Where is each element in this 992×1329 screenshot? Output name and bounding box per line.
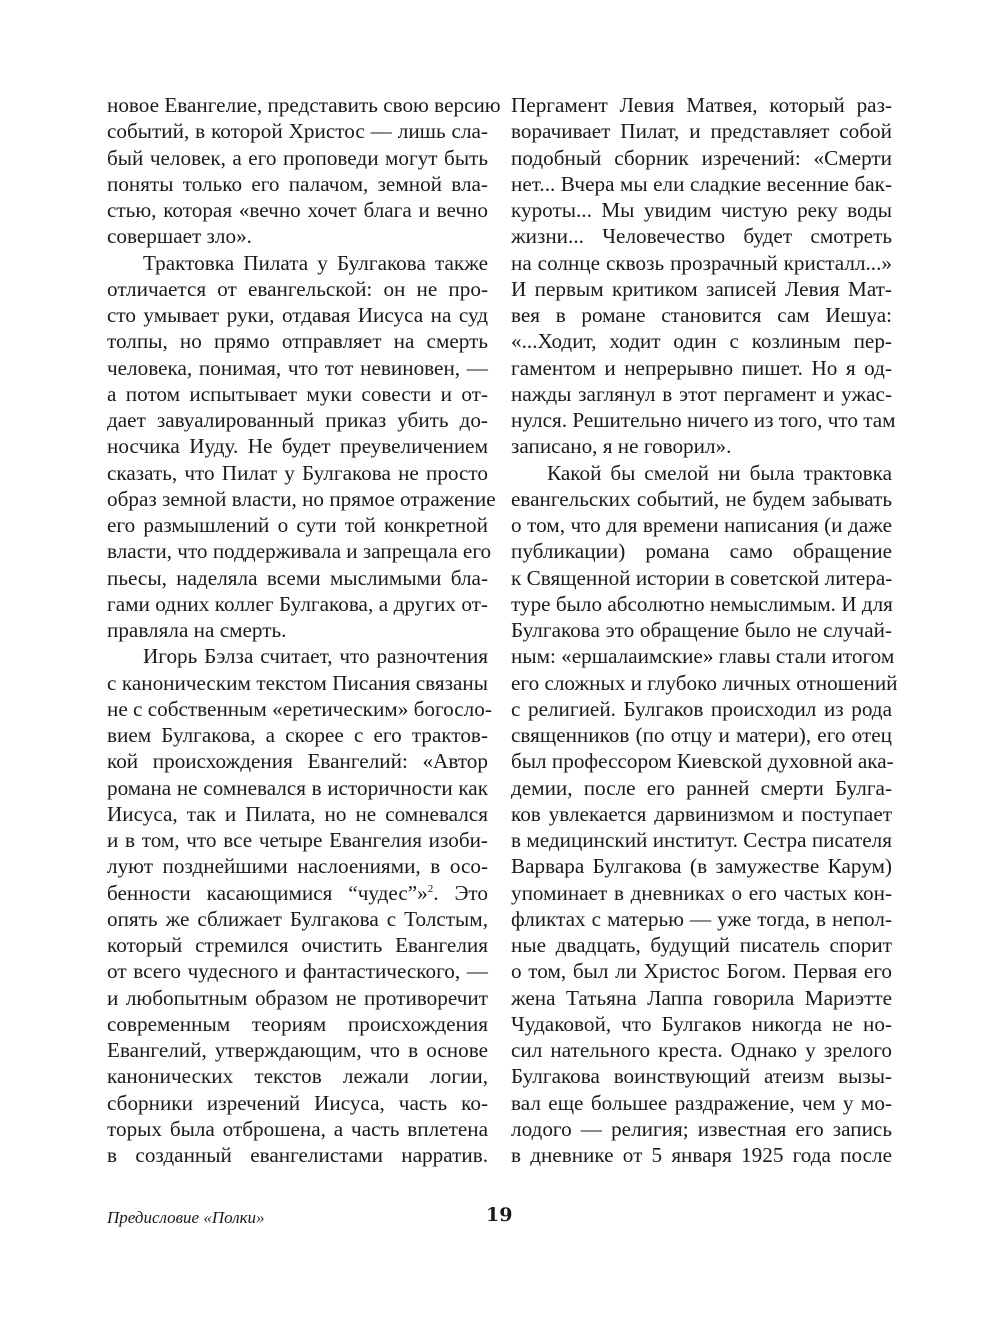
text-line: образ земной власти, но прямое отражение xyxy=(107,486,496,511)
text-line: поняты только его палачом, земной вла- xyxy=(107,171,488,196)
text-line: нулся. Решительно ничего из того, что там xyxy=(511,408,896,432)
text-line: сборники изречений Иисуса, часть ко- xyxy=(107,1090,488,1115)
text-line: вея в романе становится сам Иешуа: xyxy=(511,303,892,327)
text-line: современным теориям происхождения xyxy=(107,1011,488,1036)
text-line: священников (по отцу и матери), его отец xyxy=(511,723,892,747)
text-line: опять же сближает Булгакова с Толстым, xyxy=(107,906,488,931)
text-line: Какой бы смелой ни была трактовка xyxy=(547,460,892,485)
text-line: демии, после его ранней смерти Булга- xyxy=(511,775,892,800)
text-line: евангельских событий, не будем забывать xyxy=(511,486,892,511)
text-line: его сложных и глубоко личных отношений xyxy=(511,670,898,695)
text-line: жизни... Человечество будет смотреть xyxy=(511,224,892,249)
text-line: правляла на смерть. xyxy=(107,618,287,642)
text-line: на солнце сквозь прозрачный кристалл...» xyxy=(511,250,892,275)
text-line: совершает зло». xyxy=(107,224,252,249)
text-line: и в том, что все четыре Евангелия изоби- xyxy=(107,828,488,852)
text-line: от всего чудесного и фантастического, — xyxy=(107,959,488,984)
text-line: И первым критиком записей Левия Мат- xyxy=(511,276,892,301)
text-line: Трактовка Пилата у Булгакова также xyxy=(143,250,488,275)
text-line: отличается от евангельской: он не про- xyxy=(107,276,488,301)
page-number: 19 xyxy=(486,1204,513,1226)
text-line: дает завуалированный приказ убить до- xyxy=(107,408,488,432)
text-line: туре было абсолютно немыслимым. И для xyxy=(511,591,893,616)
text-line: публикации) романа само обращение xyxy=(511,539,892,564)
text-line: событий, в которой Христос — лишь сла- xyxy=(107,119,488,144)
text-line: в созданный евангелистами нарратив. xyxy=(107,1143,488,1167)
text-line: Иисуса, так и Пилата, но не сомневался xyxy=(107,801,488,826)
text-line: лодого — религия; известная его запись xyxy=(511,1116,892,1141)
footnote-marker: 2 xyxy=(427,882,434,895)
text-line: который стремился очистить Евангелия xyxy=(107,933,488,957)
text-line: стью, которая «вечно хочет блага и вечно xyxy=(107,198,488,222)
text-line: Булгакова это обращение было не случай- xyxy=(511,618,892,642)
text-line: сказать, что Пилат у Булгакова не просто xyxy=(107,460,488,485)
text-line: Булгакова воинствующий атеизм вызы- xyxy=(511,1064,892,1089)
text-line: гами одних коллег Булгакова, а других от- xyxy=(107,591,488,616)
text-line: Варвара Булгакова (в замужестве Карум) xyxy=(511,854,892,879)
text-line: фликтах с матерью — уже тогда, в непол- xyxy=(511,906,892,931)
text-line: кой происхождения Евангелий: «Автор xyxy=(107,749,488,774)
text-line: подобный сборник изречений: «Смерти xyxy=(511,145,892,170)
left-text-column xyxy=(107,92,501,1168)
text-line: сто умывает руки, отдавая Иисуса на суд xyxy=(107,303,488,327)
text-line: куроты... Мы увидим чистую реку воды xyxy=(511,198,892,222)
text-line: записано, я не говорил». xyxy=(511,434,732,459)
text-line: власти, что поддерживала и запрещала его xyxy=(107,539,492,564)
running-title: Предисловие «Полки» xyxy=(107,1208,265,1227)
text-line: в медицинский институт. Сестра писателя xyxy=(511,828,892,852)
text-line: ным: «ершалаимские» главы стали итогом xyxy=(511,644,895,669)
text-line: пьесы, наделяла всеми мыслимыми бла- xyxy=(107,565,488,590)
text-line: человека, понимая, что тот невиновен, — xyxy=(107,355,488,380)
right-text-column xyxy=(511,92,898,1168)
text-line: толпы, но прямо отправляет на смерть xyxy=(107,329,488,354)
text-line: с религией. Булгаков происходил из рода xyxy=(511,696,892,721)
text-line: жена Татьяна Лаппа говорила Мариэтте xyxy=(511,985,892,1010)
text-line: не с собственным «еретическим» богосло- xyxy=(107,696,492,721)
text-line: луют позднейшими наслоениями, в осо- xyxy=(107,854,488,879)
text-line: сил нательного креста. Однако у зрелого xyxy=(511,1038,892,1062)
text-line: Пергамент Левия Матвея, который раз- xyxy=(511,93,892,117)
text-line: ков увлекается дарвинизмом и поступает xyxy=(511,801,892,826)
text-line: Евангелий, утверждающим, что в основе xyxy=(107,1038,488,1062)
text-line: Игорь Бэлза считает, что разночтения xyxy=(143,644,488,669)
text-line: нажды заглянул в этот пергамент и ужас- xyxy=(511,381,892,406)
text-line: ворачивает Пилат, и представляет собой xyxy=(511,119,892,144)
text-line: бый человек, а его проповеди могут быть xyxy=(107,145,488,170)
text-line: романа не сомневался в историчности как xyxy=(107,775,488,800)
text-line: с каноническим текстом Писания связаны xyxy=(107,670,488,695)
text-line: канонических текстов лежали логии, xyxy=(107,1064,488,1089)
text-line: его размышлений о сути той конкретной xyxy=(107,513,488,537)
text-line: нет... Вчера мы ели сладкие весенние бак- xyxy=(511,171,892,196)
text-line: о том, что для времени написания (и даже xyxy=(511,513,892,537)
text-line: гаментом и непрерывно пишет. Но я од- xyxy=(511,355,892,380)
text-line: был профессором Киевской духовной ака- xyxy=(511,749,894,774)
text-line: вал еще большее раздражение, чем у мо- xyxy=(511,1090,892,1115)
text-line: торых была отброшена, а часть вплетена xyxy=(107,1116,488,1141)
text-line: и любопытным образом не противоречит xyxy=(107,985,488,1010)
text-line: а потом испытывает муки совести и от- xyxy=(107,381,488,406)
text-line: новое Евангелие, представить свою версию xyxy=(107,93,501,117)
text-line: о том, был ли Христос Богом. Первая его xyxy=(511,959,892,984)
text-line: вием Булгакова, а скорее с его трактов- xyxy=(107,723,488,747)
text-line: «...Ходит, ходит один с козлиным пер- xyxy=(511,329,892,354)
text-line: в дневнике от 5 января 1925 года после xyxy=(511,1143,892,1167)
text-line: ные двадцать, будущий писатель спорит xyxy=(511,933,892,957)
text-line: упоминает в дневниках о его частых кон- xyxy=(511,880,892,905)
text-line: носчика Иуду. Не будет преувеличением xyxy=(107,434,488,459)
text-line: бенности касающимися “чудес”»$^2$. Это xyxy=(107,880,488,905)
text-line: Чудаковой, что Булгаков никогда не но- xyxy=(511,1011,892,1036)
text-line: к Священной истории в советской литера- xyxy=(511,565,893,590)
